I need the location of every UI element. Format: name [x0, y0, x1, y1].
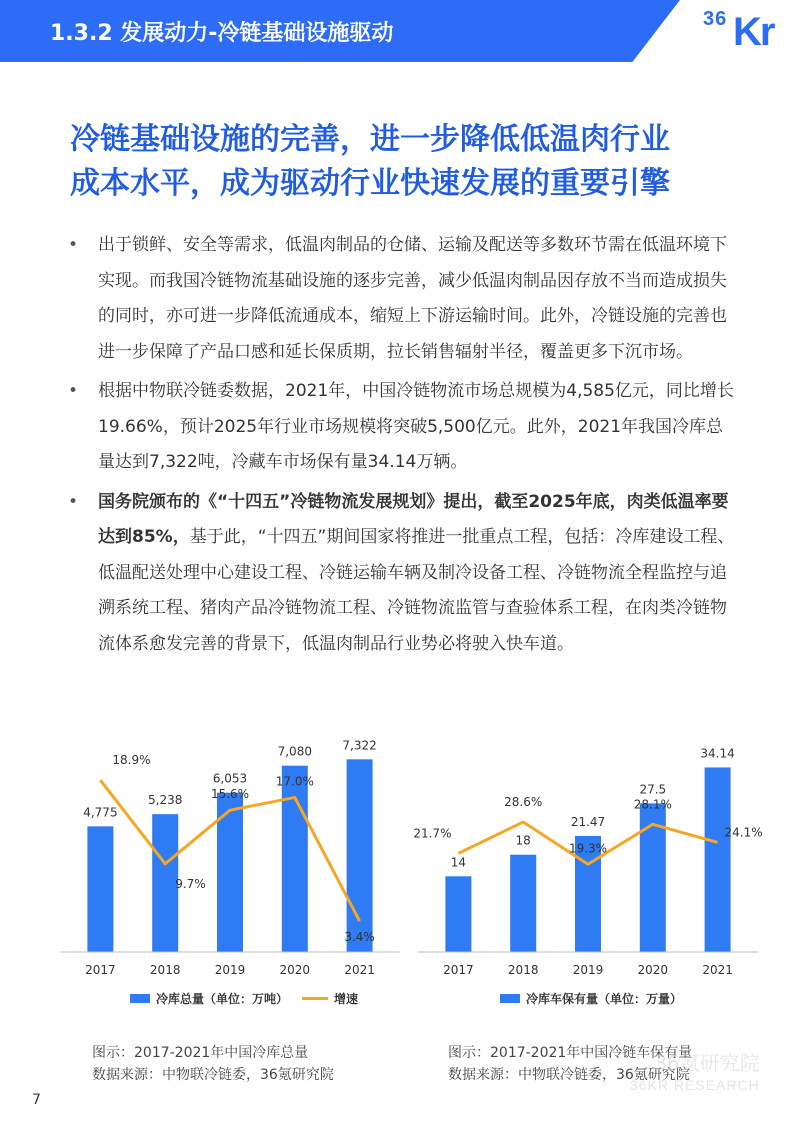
bar-value-label: 27.5 [639, 782, 667, 797]
36kr-logo [703, 8, 789, 52]
x-tick-label: 2019 [572, 963, 604, 977]
bar-2018 [510, 855, 536, 952]
legend-line-label: 增速 [334, 992, 359, 1006]
legend-bar-swatch [130, 994, 150, 1003]
bar-value-label: 14 [450, 855, 467, 870]
chart-1-caption [92, 1042, 334, 1086]
logo-number: 36 [703, 8, 728, 30]
line-value-label: 28.6% [504, 795, 543, 809]
bar-value-label: 21.47 [570, 814, 606, 829]
caption-title: 图示：2017-2021年中国冷链车保有量 [448, 1045, 693, 1061]
bar-2021 [347, 759, 373, 952]
line-value-label: 3.4% [344, 930, 375, 945]
watermark-line-2: 36KR RESEARCH [630, 1077, 760, 1093]
bar-value-label: 18 [515, 833, 531, 848]
bar-value-label: 34.14 [700, 746, 735, 761]
x-tick-label: 2018 [507, 963, 539, 977]
bullet-bold-text: 国务院颁布的《“十四五”冷链物流发展规划》提出，截至2025年底，肉类低温率要达到85%， [98, 491, 729, 547]
caption-source: 数据来源：中物联冷链委，36氪研究院 [92, 1067, 334, 1083]
refrigerated-truck-chart [413, 742, 763, 982]
bullet-item-3 [66, 485, 738, 663]
legend-bar-label: 冷库车保有量（单位：万量） [526, 992, 683, 1006]
watermark [630, 1052, 760, 1096]
line-value-label: 17.0% [275, 774, 314, 789]
line-value-label: 18.9% [112, 753, 151, 768]
bar-2020 [282, 766, 308, 952]
bullet-text: 根据中物联冷链委数据，2021年，中国冷链物流市场总规模为4,585亿元，同比增长19.66%，预计2025年行业市场规模将突破5,500亿元。此外，2021年我国冷库总量达到7,322吨，冷藏车市场保有量34.14万辆。 [98, 381, 734, 472]
bullet-item-1 [66, 228, 738, 370]
x-tick-label: 2020 [637, 963, 669, 977]
bar-value-label: 5,238 [148, 793, 183, 808]
x-tick-label: 2019 [214, 963, 246, 977]
chart-2-legend [500, 990, 682, 1007]
bullet-text: 出于锁鲜、安全等需求，低温肉制品的仓储、运输及配送等多数环节需在低温环境下实现。而我国冷链物流基础设施的逐步完善，减少低温肉制品因存放不当而造成损失的同时，亦可进一步降低流通成本，缩短上下游运输时间。此外，冷链设施的完善也进一步保障了产品口感和延长保质期，拉长销售辐射半径，覆盖更多下沉市场。 [98, 235, 727, 362]
legend-line-swatch [302, 997, 328, 1000]
cold-storage-chart [60, 738, 400, 982]
line-value-label: 19.3% [568, 841, 608, 856]
bullet-text: 基于此，“十四五”期间国家将推进一批重点工程，包括：冷库建设工程、低温配送处理中心建设工程、冷链运输车辆及制冷设备工程、冷链物流全程监控与追溯系统工程、猪肉产品冷链物流工程、冷链物流监管与查验体系工程，在肉类冷链物流体系愈发完善的背景下，低温肉制品行业势必将驶入快车道。 [98, 527, 735, 654]
bar-2021 [705, 767, 731, 952]
x-tick-label: 2020 [279, 963, 311, 977]
bar-value-label: 4,775 [83, 805, 118, 820]
watermark-line-1: 36氪研究院 [654, 1051, 760, 1075]
x-tick-label: 2018 [149, 963, 181, 977]
headline-line-2: 成本水平，成为驱动行业快速发展的重要引擎 [70, 166, 670, 201]
legend-bar-label: 冷库总量（单位：万吨） [156, 992, 289, 1006]
bullet-list [66, 228, 738, 666]
line-value-label: 15.6% [210, 787, 250, 802]
logo-letters: Kr [733, 10, 774, 54]
bar-value-label: 7,080 [277, 744, 312, 759]
x-tick-label: 2021 [344, 963, 375, 977]
x-tick-label: 2021 [702, 963, 733, 977]
line-value-label: 9.7% [175, 876, 206, 891]
x-tick-label: 2017 [443, 963, 474, 977]
caption-source: 数据来源：中物联冷链委，36氪研究院 [448, 1067, 690, 1083]
bar-value-label: 6,053 [212, 771, 248, 786]
x-tick-label: 2017 [85, 963, 116, 977]
headline-line-1: 冷链基础设施的完善，进一步降低低温肉行业 [70, 122, 670, 157]
page-number: 7 [32, 1092, 41, 1108]
section-title: 1.3.2 发展动力-冷链基础设施驱动 [50, 21, 394, 46]
legend-bar-swatch [500, 994, 520, 1003]
page-headline [70, 118, 750, 206]
line-value-label: 28.1% [633, 797, 672, 812]
caption-title: 图示：2017-2021年中国冷库总量 [92, 1045, 309, 1061]
bar-value-label: 7,322 [342, 738, 377, 753]
bullet-item-2 [66, 374, 738, 481]
bar-2017 [87, 826, 113, 952]
line-value-label: 24.1% [724, 825, 763, 840]
line-value-label: 21.7% [413, 826, 452, 841]
chart-1-legend [130, 990, 358, 1007]
bar-2017 [445, 876, 471, 952]
